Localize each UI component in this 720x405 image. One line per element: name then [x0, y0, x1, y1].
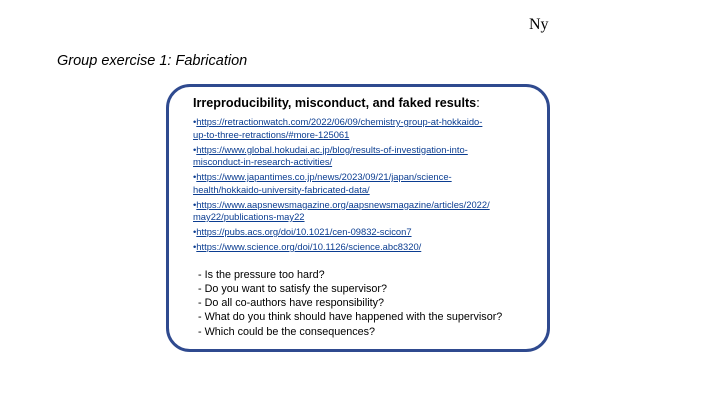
- reference-link[interactable]: https://www.japantimes.co.jp/news/2023/09/21/japan/science- health/hokkaido-university-fabricated-data/: [193, 171, 452, 195]
- reference-link-item: [193, 226, 533, 239]
- reference-link[interactable]: https://www.global.hokudai.ac.jp/blog/results-of-investigation-into- misconduct-in-research-activities/: [193, 143, 468, 167]
- question-item: - Do all co-authors have responsibility?: [198, 297, 385, 310]
- reference-link[interactable]: https://retractionwatch.com/2022/06/09/chemistry-group-at-hokkaido- up-to-three-retractions/#more-125061: [193, 116, 483, 140]
- card-heading: [193, 96, 533, 110]
- bullet: •: [193, 226, 197, 237]
- reference-link[interactable]: https://www.aapsnewsmagazine.org/aapsnewsmagazine/articles/2022/ may22/publications-may22: [193, 198, 490, 222]
- corner-initials: Ny: [529, 16, 549, 33]
- reference-link-item: [193, 171, 533, 196]
- reference-link-item: [193, 199, 533, 224]
- slide-title: Group exercise 1: Fabrication: [57, 53, 248, 69]
- bullet: •: [193, 116, 197, 127]
- question-item: - What do you think should have happened with the supervisor?: [198, 311, 503, 324]
- reference-link-item: [193, 241, 533, 254]
- question-item: - Which could be the consequences?: [198, 325, 376, 338]
- bullet: •: [193, 241, 197, 252]
- reference-link-item: [193, 144, 533, 169]
- card-heading-colon: :: [476, 96, 480, 110]
- card-heading-text: Irreproducibility, misconduct, and faked results: [193, 96, 477, 110]
- reference-links-list: [193, 116, 533, 254]
- question-item: - Do you want to satisfy the supervisor?: [198, 282, 388, 295]
- bullet: •: [193, 143, 197, 155]
- card-content: [193, 96, 533, 339]
- reference-link[interactable]: https://www.science.org/doi/10.1126/science.abc8320/: [196, 241, 422, 252]
- bullet: •: [193, 198, 197, 210]
- reference-link-item: [193, 116, 533, 141]
- bullet: •: [193, 171, 197, 182]
- discussion-questions: [198, 268, 533, 339]
- reference-link[interactable]: https://pubs.acs.org/doi/10.1021/cen-09832-scicon7: [196, 226, 412, 237]
- question-item: - Is the pressure too hard?: [198, 268, 325, 281]
